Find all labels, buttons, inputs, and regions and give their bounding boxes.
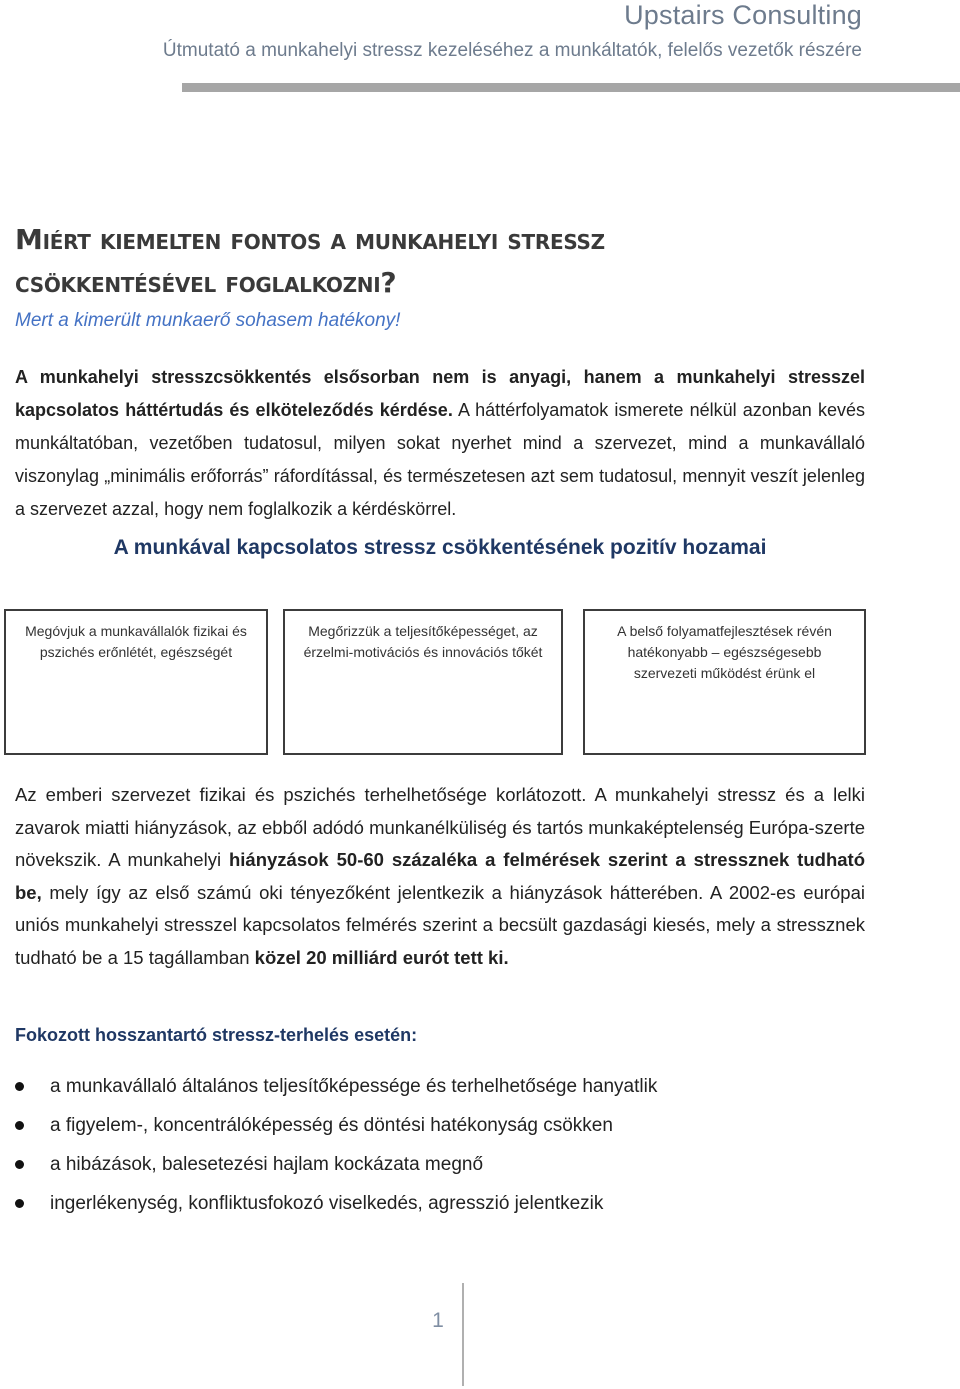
body-bold-1: hiányzások 50-60 százaléka a felmérések szerint a stressznek tudható be, xyxy=(15,849,865,903)
list-item xyxy=(15,1070,657,1109)
effects-heading: Fokozott hosszantartó stressz-terhelés esetén: xyxy=(15,1025,418,1045)
footer-divider xyxy=(462,1283,464,1386)
list-item xyxy=(15,1187,657,1226)
intro-paragraph xyxy=(15,361,865,526)
bullet-icon xyxy=(15,1160,24,1169)
header-divider xyxy=(182,83,960,92)
bullet-icon xyxy=(15,1121,24,1130)
list-item-text: a munkavállaló általános teljesítőképessége és terhelhetősége hanyatlik xyxy=(50,1076,658,1097)
bullet-icon xyxy=(15,1082,24,1091)
body-bold-2: közel 20 milliárd eurót tett ki. xyxy=(254,946,509,968)
bullet-icon xyxy=(15,1199,24,1208)
header-subtitle: Útmutató a munkahelyi stressz kezeléséhez a munkáltatók, felelős vezetők részére xyxy=(162,40,862,61)
page-number: 1 xyxy=(432,1309,444,1332)
page-title-line-2: csökkentésével foglalkozni? xyxy=(15,266,397,299)
header-company-name: Upstairs Consulting xyxy=(624,0,862,30)
list-item xyxy=(15,1109,657,1148)
page-title-line-1: Miért kiemelten fontos a munkahelyi stressz xyxy=(15,223,605,256)
benefit-box-3: A belső folyamatfejlesztések révén hatékonyabb – egészségesebb szervezeti működést érünk el xyxy=(583,609,866,755)
body-text-1: Az emberi szervezet fizikai és pszichés terhelhetősége korlátozott. A munkahelyi stressz és a lelki zavarok miatti hiányzások, az ebből adódó munkanélküliség és tartós munkaképtelenség Európa-szerte növekszik. A munkahelyi xyxy=(15,784,865,870)
slogan: Mert a kimerült munkaerő sohasem hatékony! xyxy=(15,310,401,331)
benefits-heading: A munkával kapcsolatos stressz csökkentésének pozitív hozamai xyxy=(113,536,767,559)
list-item xyxy=(15,1148,657,1187)
intro-text: A háttérfolyamatok ismerete nélkül azonban kevés munkáltatóban, vezetőben tudatosul, milyen sokat nyerhet mind a szervezet, mind a munkavállaló viszonylag „minimális erőforrás” ráfordítással, és természetesen azt sem tudatosul, mennyit veszít jelenleg a szervezet azzal, hogy nem foglalkozik a kérdéskörrel. xyxy=(15,400,866,519)
list-item-text: ingerlékenység, konfliktusfokozó viselkedés, agresszió jelentkezik xyxy=(50,1193,604,1214)
body-paragraph xyxy=(15,779,865,974)
body-text-2: mely így az első számú oki tényezőként jelentkezik a hiányzások hátterében. A 2002-es európai uniós munkahelyi stresszel kapcsolatos felmérés szerint a becsült gazdasági kiesés, mely a stressznek tudható be a 15 tagállamban xyxy=(15,881,865,968)
effects-list xyxy=(15,1070,657,1226)
page-title xyxy=(15,218,895,304)
benefit-box-1: Megóvjuk a munkavállalók fizikai és pszichés erőnlétét, egészségét xyxy=(4,609,268,755)
benefit-box-2: Megőrizzük a teljesítőképességet, az érzelmi-motivációs és innovációs tőkét xyxy=(283,609,563,755)
list-item-text: a figyelem-, koncentrálóképesség és döntési hatékonyság csökken xyxy=(50,1115,613,1136)
intro-bold-text: A munkahelyi stresszcsökkentés elsősorban nem is anyagi, hanem a munkahelyi stresszel kapcsolatos háttértudás és elköteleződés kérdése. xyxy=(15,367,865,420)
list-item-text: a hibázások, balesetezési hajlam kockázata megnő xyxy=(50,1154,484,1175)
